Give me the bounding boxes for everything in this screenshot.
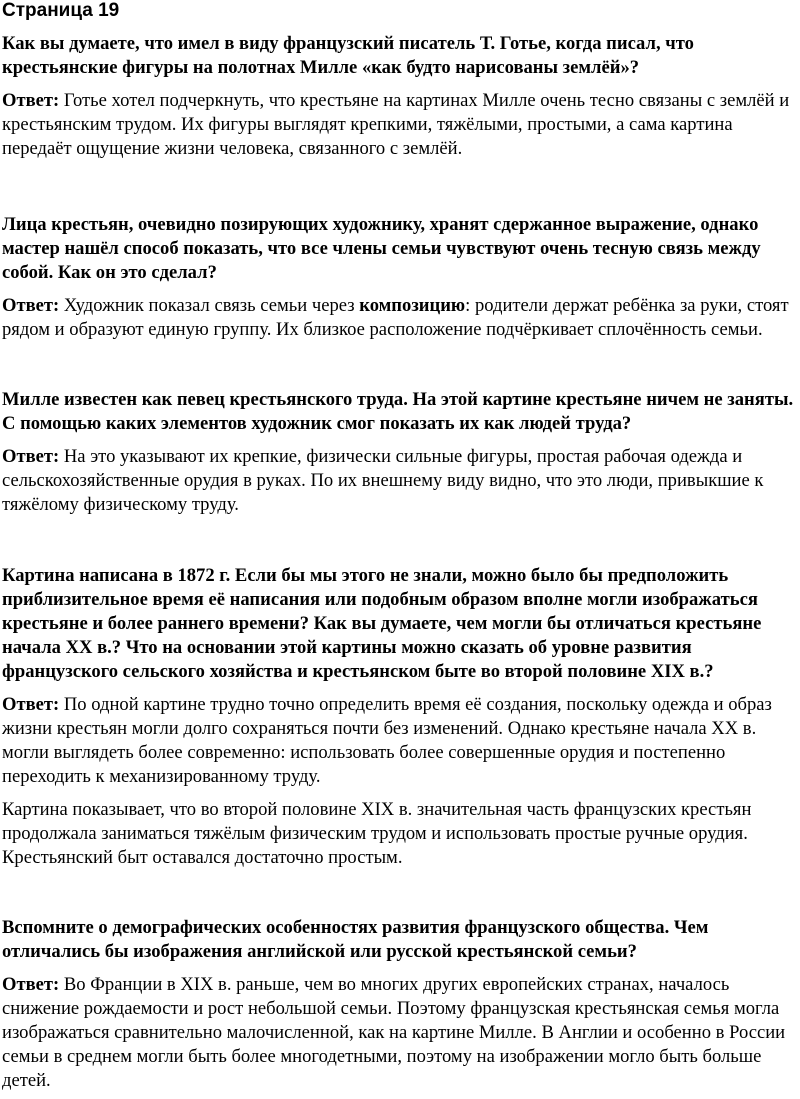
answer-4-text: По одной картине трудно точно определить время её создания, поскольку одежда и образ жизни крестьян могли долго сохраняться почти без изменений. Однако крестьяне начала XX в. могли выглядеть более современно: использовать более совершенные орудия и постепенно переходить к механизированному труду. — [2, 694, 772, 787]
qa-block-4 — [2, 564, 798, 870]
answer-label: Ответ: — [2, 974, 60, 995]
page-title: Страница 19 — [2, 0, 120, 21]
question-1: Как вы думаете, что имел в виду французский писатель Т. Готье, когда писал, что крестьянские фигуры на полотнах Милле «как будто нарисованы землёй»? — [2, 33, 694, 78]
answer-2-keyword: композицию — [359, 295, 466, 316]
answer-1 — [2, 89, 798, 161]
answer-label: Ответ: — [2, 446, 60, 467]
answer-4 — [2, 693, 798, 789]
answer-label: Ответ: — [2, 694, 60, 715]
answer-3-text: На это указывают их крепкие, физически сильные фигуры, простая рабочая одежда и сельскохозяйственные орудия в руках. По их внешнему виду видно, что это люди, привыкшие к тяжёлому физическому труду. — [2, 446, 764, 515]
qa-block-2 — [2, 213, 798, 342]
qa-block-3 — [2, 388, 798, 517]
question-2: Лица крестьян, очевидно позирующих художнику, хранят сдержанное выражение, однако мастер нашёл способ показать, что все члены семьи чувствуют очень тесную связь между собой. Как он это сделал? — [2, 214, 761, 283]
question-5: Вспомните о демографических особенностях развития французского общества. Чем отличались бы изображения английской или русской крестьянской семьи? — [2, 917, 709, 962]
answer-2-text-after: : родители держат ребёнка за руки, стоят рядом и образуют единую группу. Их близкое расположение подчёркивает сплочённость семьи. — [2, 295, 789, 340]
answer-1-text: Готье хотел подчеркнуть, что крестьяне на картинах Милле очень тесно связаны с землёй и крестьянским трудом. Их фигуры выглядят крепкими, тяжёлыми, простыми, а сама картина передаёт ощущение жизни человека, связанного с землёй. — [2, 90, 790, 159]
qa-block-5 — [2, 916, 798, 1093]
answer-5 — [2, 973, 798, 1093]
answer-4-extra: Картина показывает, что во второй половине XIX в. значительная часть французских крестьян продолжала заниматься тяжёлым физическим трудом и использовать простые ручные орудия. Крестьянский быт оставался достаточно простым. — [2, 799, 752, 868]
answer-label: Ответ: — [2, 295, 60, 316]
answer-label: Ответ: — [2, 90, 60, 111]
qa-block-1 — [2, 32, 798, 161]
answer-2 — [2, 294, 798, 342]
question-3: Милле известен как певец крестьянского труда. На этой картине крестьяне ничем не заняты. С помощью каких элементов художник смог показать их как людей труда? — [2, 389, 794, 434]
question-4: Картина написана в 1872 г. Если бы мы этого не знали, можно было бы предположить приблизительное время её написания или подобным образом вполне могли изображаться крестьяне и более раннего времени? Как вы думаете, чем могли бы отличаться крестьяне начала XX в.? Что на основании этой картины можно сказать об уровне развития французского сельского хозяйства и крестьянском быте во второй половине XIX в.? — [2, 565, 762, 682]
answer-5-text: Во Франции в XIX в. раньше, чем во многих других европейских странах, началось снижение рождаемости и рост небольшой семьи. Поэтому французская крестьянская семья могла изображаться сравнительно малочисленной, как на картине Милле. В Англии и особенно в России семьи в среднем могли быть более многодетными, поэтому на изображении могло быть больше детей. — [2, 974, 786, 1091]
answer-2-text-before: Художник показал связь семьи через — [63, 295, 360, 316]
answer-3 — [2, 445, 798, 517]
